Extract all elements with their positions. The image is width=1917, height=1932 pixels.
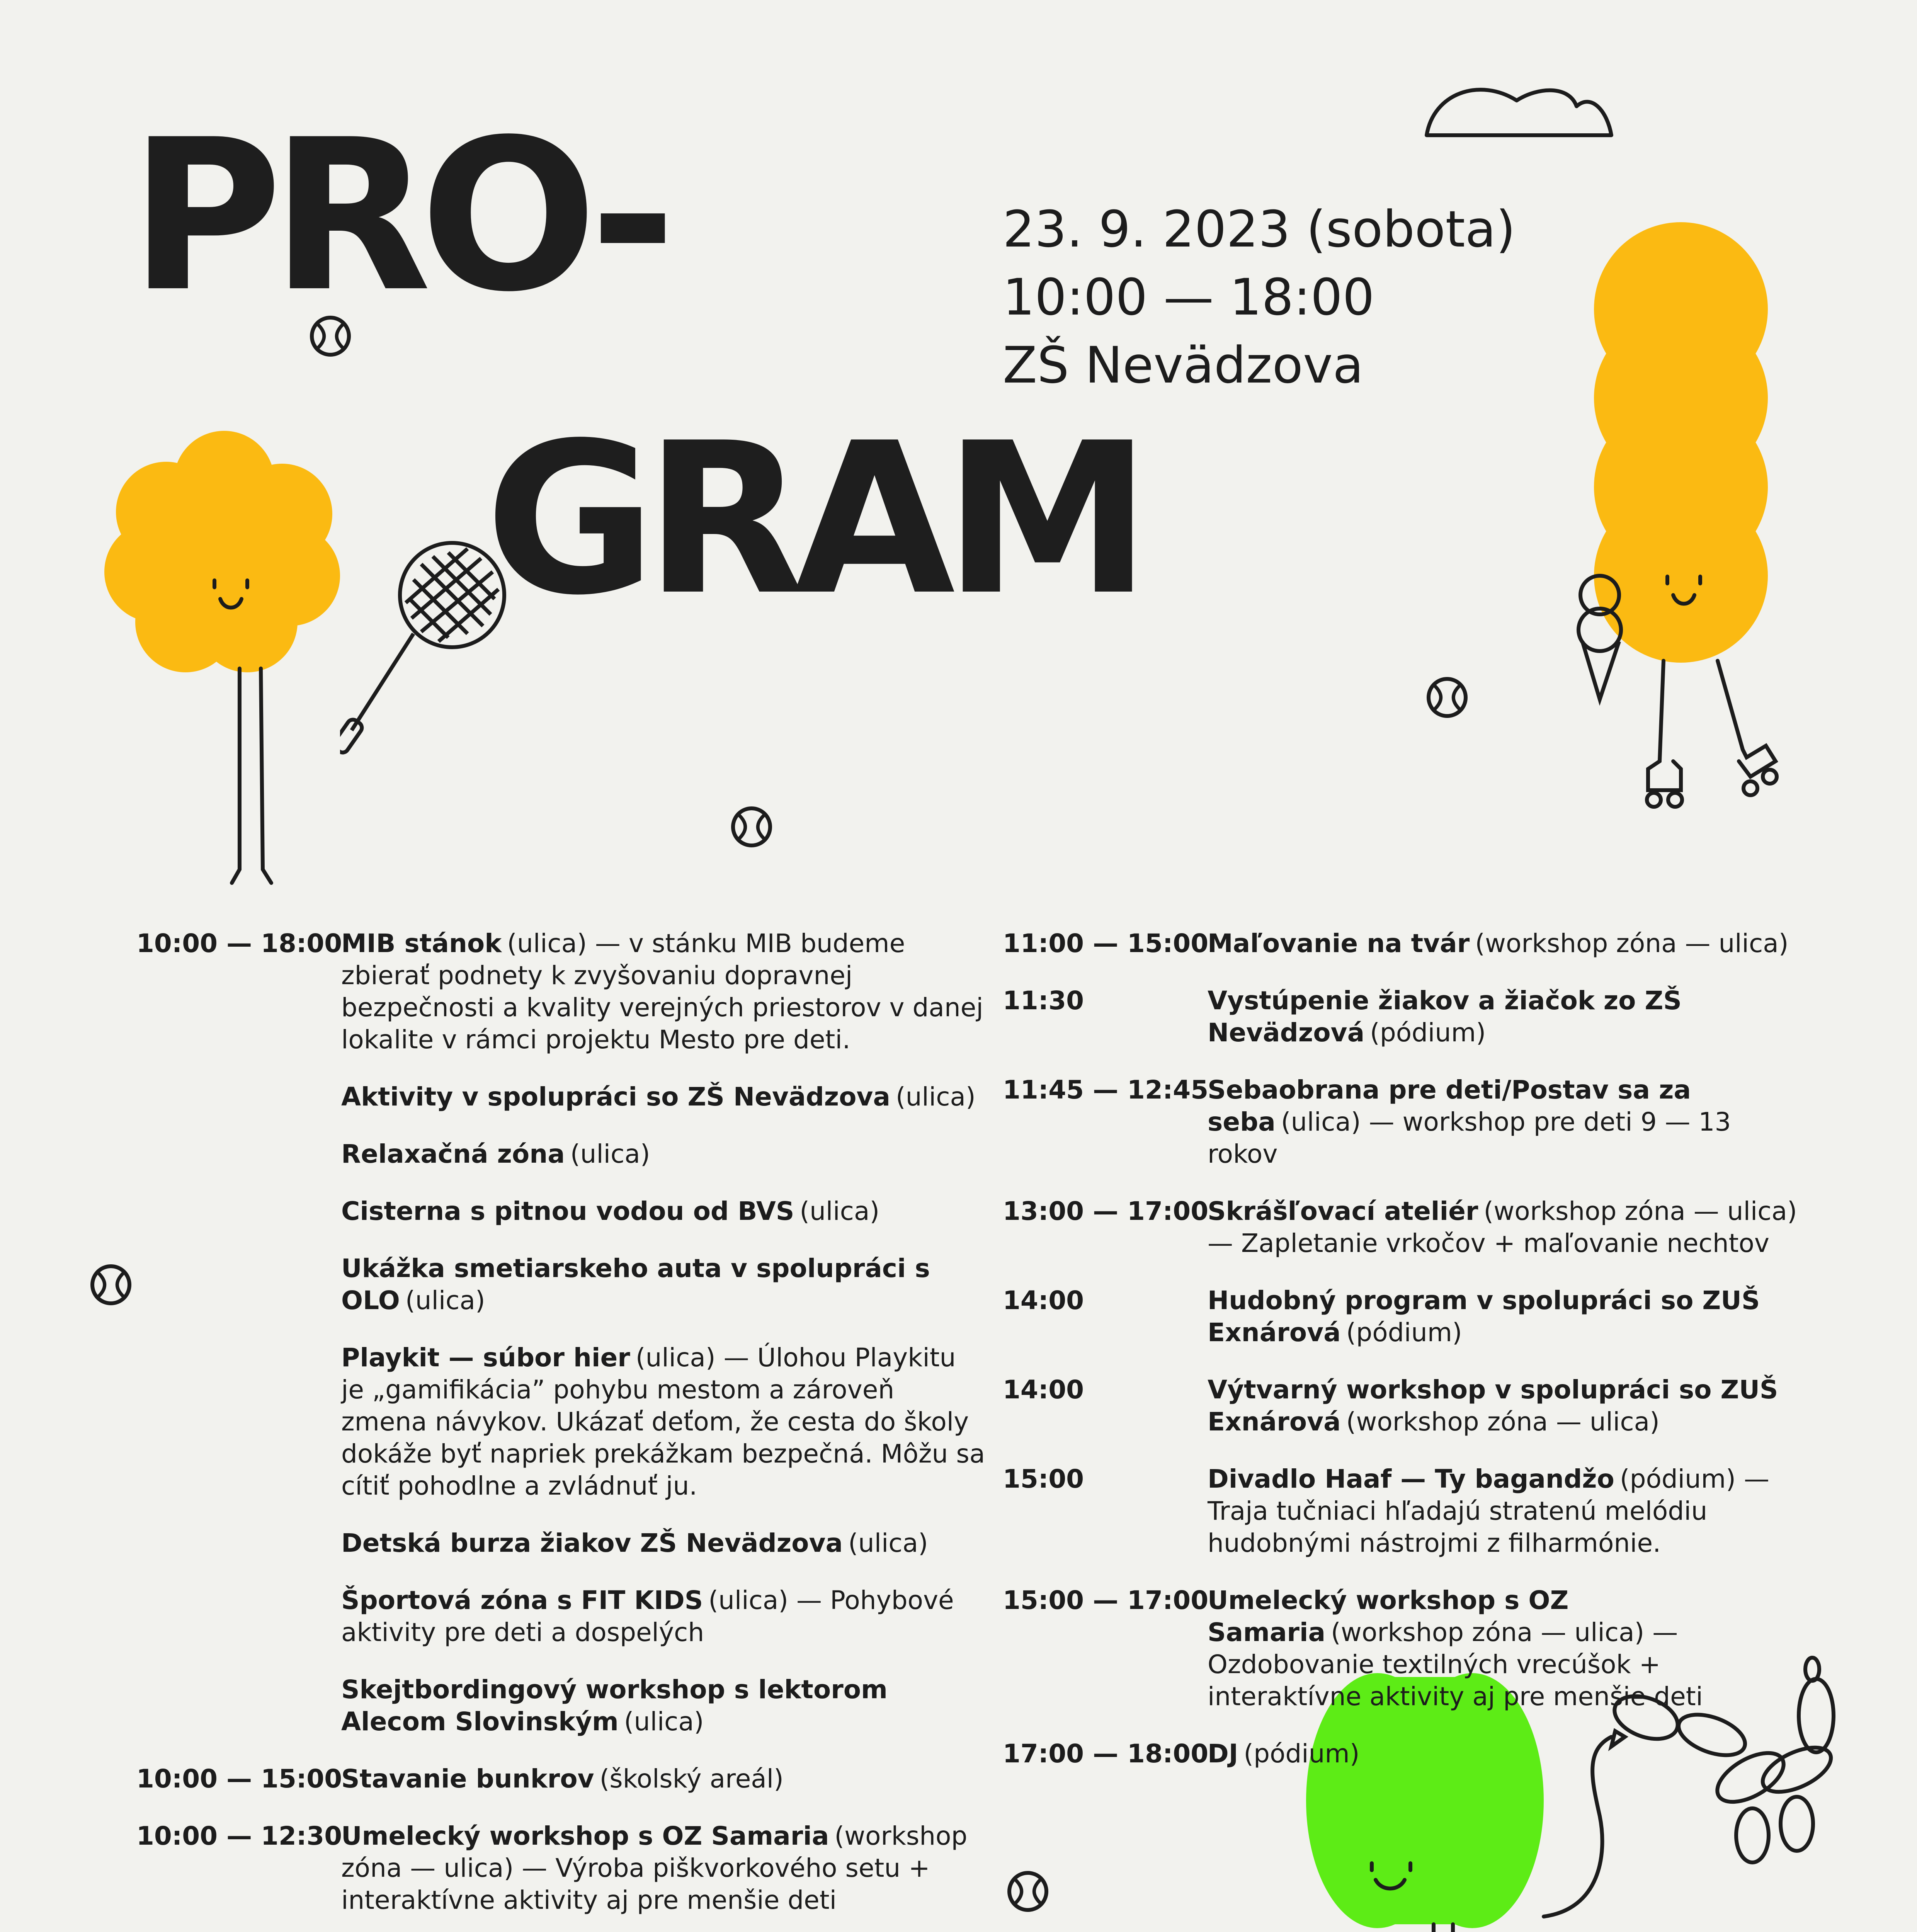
flower-character-illustration [104, 429, 344, 896]
schedule-right [1003, 927, 1806, 1795]
schedule-left [136, 927, 987, 1932]
schedule-item: 15:00 — 17:00 Umelecký workshop s OZ Samaria (workshop zóna — ulica) — Ozdobovanie textilných vrecúšok + interaktívne aktivity aj pre menšie deti [1003, 1585, 1703, 1711]
schedule-item: 10:00 — 18:00 MIB stánok (ulica) — v stánku MIB budeme zbierať podnety k zvyšovaniu dopravnej bezpečnosti a kvality verejných priestorov v danej lokalite v rámci projektu Mesto pre deti. [136, 929, 983, 1054]
tennis-ball-icon [730, 806, 773, 848]
tennis-ball-icon [1426, 676, 1468, 719]
schedule-item: 11:30 Vystúpenie žiakov a žiačok zo ZŠ Nevädzová (pódium) [1003, 986, 1682, 1048]
blob-character-illustration [1565, 220, 1797, 819]
schedule-item: Cisterna s pitnou vodou od BVS (ulica) [341, 1196, 880, 1226]
schedule-item: 11:45 — 12:45 Sebaobrana pre deti/Postav sa za seba (ulica) — workshop pre deti 9 — 13 rokov [1003, 1075, 1731, 1169]
event-date: 23. 9. 2023 (sobota) [1003, 200, 1516, 259]
schedule-item: Aktivity v spolupráci so ZŠ Nevädzova (ulica) [341, 1082, 976, 1112]
schedule-item: Playkit — súbor hier (ulica) — Úlohou Playkitu je „gamifikácia” pohybu mestom a zároveň zmena návykov. Ukázať deťom, že cesta do školy dokáže byť napriek prekážkam bezpečná. Môžu sa cítiť pohodlne a zvládnuť ju. [341, 1343, 985, 1501]
event-time: 10:00 — 18:00 [1003, 268, 1374, 327]
tennis-ball-icon [1007, 1870, 1049, 1913]
schedule-item: 15:00 Divadlo Haaf — Ty bagandžo (pódium) — Traja tučniaci hľadajú stratenú melódiu hudobnými nástrojmi z filharmónie. [1003, 1464, 1769, 1558]
schedule-item: Detská burza žiakov ZŠ Nevädzova (ulica) [341, 1528, 928, 1558]
cloud-icon [1422, 77, 1615, 143]
schedule-item: 13:00 — 17:00 Skrášľovací ateliér (workshop zóna — ulica)— Zapletanie vrkočov + maľovanie nechtov [1003, 1196, 1797, 1258]
schedule-item: Športová zóna s FIT KIDS (ulica) — Pohybové aktivity pre deti a dospelých [341, 1585, 954, 1647]
schedule-item: 10:00 — 15:00 Stavanie bunkrov (školský areál) [136, 1764, 784, 1794]
schedule-item: 10:00 — 12:30 Umelecký workshop s OZ Samaria (workshop zóna — ulica) — Výroba piškvorkového setu + interaktívne aktivity aj pre menšie deti [136, 1821, 968, 1915]
schedule-item: Relaxačná zóna (ulica) [341, 1139, 650, 1169]
schedule-item: 14:00 Výtvarný workshop v spolupráci so ZUŠ Exnárová (workshop zóna — ulica) [1003, 1375, 1778, 1437]
schedule-item: 17:00 — 18:00 DJ (pódium) [1003, 1739, 1360, 1769]
page-title-line2: GRAM [485, 398, 1140, 641]
schedule-item: 14:00 Hudobný program v spolupráci so ZUŠ Exnárová (pódium) [1003, 1286, 1760, 1347]
tennis-racket-icon [340, 529, 514, 761]
schedule-item: Ukážka smetiarskeho auta v spolupráci s OLO (ulica) [341, 1253, 930, 1315]
event-info [1003, 195, 1516, 399]
schedule-item: Skejtbordingový workshop s lektorom Alecom Slovinským (ulica) [341, 1675, 888, 1736]
tennis-ball-icon [90, 1264, 132, 1306]
tennis-ball-icon [309, 315, 352, 357]
schedule-item: 11:00 — 15:00 Maľovanie na tvár (workshop zóna — ulica) [1003, 929, 1789, 958]
ice-cream-icon [1561, 568, 1638, 707]
event-place: ZŠ Nevädzova [1003, 336, 1364, 395]
page-title-line1: PRO- [129, 95, 665, 338]
